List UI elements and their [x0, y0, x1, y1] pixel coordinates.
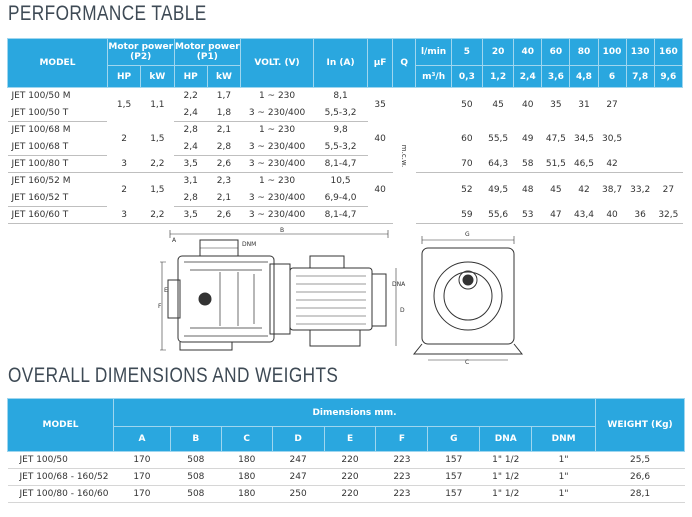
dims-value: 223: [376, 452, 428, 469]
perf-p1-kw: 2,3: [216, 176, 232, 187]
perf-p2-kw: 1,5: [150, 184, 165, 195]
perf-spacer: [416, 173, 451, 207]
perf-head-value: 27: [662, 184, 675, 195]
perf-head-value: 55,5: [488, 133, 509, 144]
perf-head-value: [626, 122, 654, 156]
perf-model: JET 100/80 T: [8, 156, 108, 173]
perf-head-value: 53: [514, 207, 542, 224]
header-p2-kw: kW: [141, 66, 174, 88]
perf-head-value: 52: [461, 184, 473, 195]
dims-value: 250: [272, 486, 324, 503]
perf-spacer: [416, 122, 451, 156]
perf-spacer: [416, 156, 451, 173]
label-dna: DNA: [392, 281, 406, 288]
perf-row: [8, 173, 683, 190]
flow-m3h: 2,4: [514, 66, 542, 88]
dims-value: 1" 1/2: [480, 469, 532, 486]
header-in: In (A): [313, 39, 367, 88]
perf-p1-hp: 3,1: [183, 176, 198, 187]
dims-value: 220: [324, 486, 376, 503]
pump-body: [178, 256, 274, 342]
perf-head-value: 30,5: [602, 133, 623, 144]
flow-m3h: 7,8: [626, 66, 654, 88]
perf-head-value: 34,5: [573, 133, 594, 144]
head-unit-label: [393, 88, 416, 224]
perf-row: [8, 88, 683, 105]
perf-volt: 3 ~ 230/400: [241, 105, 314, 122]
header-p2-hp: HP: [107, 66, 140, 88]
perf-head-value: [626, 156, 654, 173]
perf-uf: [368, 156, 393, 173]
perf-volt: 1 ~ 230: [258, 125, 296, 136]
dim-b-line: [170, 230, 388, 238]
perf-head-value: 45: [492, 99, 504, 110]
label-d: D: [400, 307, 405, 314]
perf-volt: 1 ~ 230: [258, 91, 296, 102]
perf-p1-kw: 2,6: [207, 156, 240, 173]
perf-head-value: 49: [522, 133, 534, 144]
dims-col-header: C: [221, 427, 272, 452]
perf-spacer: [416, 207, 451, 224]
motor-body: [290, 268, 372, 330]
perf-head-value: 47: [542, 207, 570, 224]
perf-model: JET 100/68 M: [11, 125, 71, 136]
perf-p2-kw: 2,2: [141, 156, 174, 173]
dimensions-title: OVERALL DIMENSIONS AND WEIGHTS: [8, 364, 339, 387]
perf-model: JET 160/60 T: [8, 207, 108, 224]
perf-head-value: 51,5: [542, 156, 570, 173]
perf-head-value: 45: [550, 184, 562, 195]
dims-value: 247: [272, 452, 324, 469]
perf-p1-kw: 1,7: [216, 91, 232, 102]
label-c: C: [465, 359, 470, 366]
dims-row: [8, 486, 685, 503]
perf-volt: 3 ~ 230/400: [241, 156, 314, 173]
dims-value: 508: [170, 469, 221, 486]
perf-volt: 1 ~ 230: [258, 176, 296, 187]
perf-p1-hp: 3,5: [174, 207, 207, 224]
perf-uf: 40: [374, 184, 386, 195]
header-q: Q: [393, 39, 416, 88]
flow-lmin: 80: [570, 39, 598, 66]
perf-head-value: 48: [522, 184, 534, 195]
flow-lmin: 60: [542, 39, 570, 66]
perf-uf: 40: [374, 133, 386, 144]
perf-p1-kw: 2,8: [207, 139, 240, 156]
perf-head-value: 60: [461, 133, 473, 144]
dimensions-table: [7, 398, 685, 503]
flow-m3h: 4,8: [570, 66, 598, 88]
perf-head-value: 47,5: [545, 133, 566, 144]
perf-amp: 8,1-4,7: [313, 156, 367, 173]
header-motor-p1: Motor power (P1): [174, 39, 241, 66]
header-lmin: l/min: [416, 39, 451, 66]
dims-col-header: G: [428, 427, 480, 452]
header-volt: VOLT. (V): [241, 39, 314, 88]
dims-value: 220: [324, 452, 376, 469]
dims-value: 157: [428, 452, 480, 469]
perf-head-value: 64,3: [483, 156, 514, 173]
perf-volt: 3 ~ 230/400: [241, 190, 314, 207]
perf-p2-hp: 1,5: [116, 99, 132, 110]
perf-head-value: 31: [578, 99, 590, 110]
perf-head-value: 27: [606, 99, 618, 110]
perf-head-value: 38,7: [602, 184, 623, 195]
pump-bolt: [199, 293, 211, 305]
perf-head-value: 42: [578, 184, 590, 195]
perf-amp: 8,1: [333, 91, 348, 102]
perf-head-value: [654, 88, 682, 122]
flow-lmin: 160: [654, 39, 682, 66]
dims-value: 157: [428, 486, 480, 503]
label-f: F: [158, 303, 162, 310]
label-dnm: DNM: [242, 241, 257, 248]
dims-weight: 28,1: [596, 486, 685, 503]
flow-lmin: 40: [514, 39, 542, 66]
dims-value: 180: [221, 469, 272, 486]
perf-head-value: 35: [550, 99, 562, 110]
perf-p2-kw: 2,2: [141, 207, 174, 224]
perf-p1-hp: 2,4: [174, 105, 207, 122]
perf-head-value: 58: [514, 156, 542, 173]
dims-row: [8, 469, 685, 486]
perf-head-value: 32,5: [654, 207, 682, 224]
dims-value: 157: [428, 469, 480, 486]
perf-amp: 8,1-4,7: [313, 207, 367, 224]
dims-value: 1": [532, 486, 596, 503]
dims-row: [8, 452, 685, 469]
perf-spacer: [416, 88, 451, 122]
head-unit-text: m.c.w.: [400, 144, 409, 167]
flow-lmin: 5: [451, 39, 482, 66]
dims-value: 508: [170, 452, 221, 469]
dims-value: 1" 1/2: [480, 452, 532, 469]
terminal-box: [310, 256, 344, 268]
flow-m3h: 3,6: [542, 66, 570, 88]
label-b: B: [280, 227, 285, 234]
perf-p2-hp: 3: [107, 207, 140, 224]
perf-p1-hp: 2,8: [183, 125, 198, 136]
dims-value: 170: [113, 469, 170, 486]
dims-value: 180: [221, 452, 272, 469]
perf-amp: 9,8: [333, 125, 348, 136]
flow-m3h: 1,2: [483, 66, 514, 88]
perf-uf: [368, 207, 393, 224]
perf-p1-kw: 1,8: [207, 105, 240, 122]
header-m3h: m³/h: [416, 66, 451, 88]
dims-value: 508: [170, 486, 221, 503]
perf-head-value: 36: [626, 207, 654, 224]
dims-value: 247: [272, 469, 324, 486]
dims-col-header: D: [272, 427, 324, 452]
perf-p1-hp: 2,2: [183, 91, 198, 102]
dims-value: 223: [376, 486, 428, 503]
label-e: E: [164, 287, 168, 294]
header-p1-hp: HP: [174, 66, 207, 88]
flow-m3h: 9,6: [654, 66, 682, 88]
perf-amp: 5,5-3,2: [313, 139, 367, 156]
pump-dimension-drawing: [160, 222, 520, 364]
perf-p1-hp: 3,5: [174, 156, 207, 173]
dims-col-header: DNM: [532, 427, 596, 452]
perf-head-value: 59: [451, 207, 482, 224]
perf-row: [8, 207, 683, 224]
perf-amp: 10,5: [330, 176, 351, 187]
perf-row: [8, 122, 683, 139]
header-motor-p2: Motor power (P2): [107, 39, 174, 66]
perf-p2-hp: 2: [121, 184, 127, 195]
dims-value: 220: [324, 469, 376, 486]
flow-m3h: 0,3: [451, 66, 482, 88]
perf-model: JET 100/68 T: [8, 139, 108, 156]
perf-amp: 5,5-3,2: [313, 105, 367, 122]
dims-col-header: E: [324, 427, 376, 452]
perf-p2-kw: 1,1: [150, 99, 165, 110]
perf-row: [8, 156, 683, 173]
dims-model: JET 100/80 - 160/60: [8, 486, 114, 503]
dims-value: 1": [532, 452, 596, 469]
dims-model: JET 100/50: [8, 452, 114, 469]
perf-uf: 35: [374, 99, 386, 110]
perf-model: JET 160/52 T: [8, 190, 108, 207]
dims-col-header: A: [113, 427, 170, 452]
performance-title: PERFORMANCE TABLE: [8, 2, 207, 25]
perf-head-value: 40: [598, 207, 626, 224]
perf-head-value: [654, 156, 682, 173]
header-p1-kw: kW: [207, 66, 240, 88]
perf-volt: 3 ~ 230/400: [241, 207, 314, 224]
flow-lmin: 130: [626, 39, 654, 66]
perf-head-value: 70: [451, 156, 482, 173]
perf-p1-kw: 2,6: [207, 207, 240, 224]
header-uf: µF: [368, 39, 393, 88]
perf-head-value: 40: [522, 99, 534, 110]
perf-head-value: 33,2: [630, 184, 651, 195]
dims-header-model: MODEL: [8, 399, 114, 452]
dimensions-body: [8, 452, 685, 503]
dims-header-weight: WEIGHT (Kg): [596, 399, 685, 452]
dims-col-header: B: [170, 427, 221, 452]
perf-head-value: 50: [461, 99, 473, 110]
label-g: G: [465, 231, 470, 238]
perf-volt: 3 ~ 230/400: [241, 139, 314, 156]
dims-value: 1": [532, 469, 596, 486]
header-model: MODEL: [8, 39, 108, 88]
perf-model: JET 100/50 T: [8, 105, 108, 122]
perf-head-value: 42: [598, 156, 626, 173]
dims-value: 170: [113, 486, 170, 503]
label-a: A: [172, 237, 177, 244]
perf-head-value: [654, 122, 682, 156]
dims-weight: 26,6: [596, 469, 685, 486]
perf-head-value: 49,5: [488, 184, 509, 195]
flow-m3h: 6: [598, 66, 626, 88]
dims-value: 223: [376, 469, 428, 486]
perf-p2-hp: 2: [121, 133, 127, 144]
dims-value: 1" 1/2: [480, 486, 532, 503]
perf-p1-kw: 2,1: [207, 190, 240, 207]
perf-p1-hp: 2,8: [174, 190, 207, 207]
dims-col-header: DNA: [480, 427, 532, 452]
dims-value: 180: [221, 486, 272, 503]
flow-lmin: 20: [483, 39, 514, 66]
dims-value: 170: [113, 452, 170, 469]
perf-model: JET 160/52 M: [11, 176, 71, 187]
dims-model: JET 100/68 - 160/52: [8, 469, 114, 486]
perf-amp: 6,9-4,0: [313, 190, 367, 207]
perf-p2-kw: 1,5: [150, 133, 165, 144]
dims-weight: 25,5: [596, 452, 685, 469]
dims-header-group: Dimensions mm.: [113, 399, 595, 427]
performance-table: [7, 38, 683, 224]
perf-head-value: 43,4: [570, 207, 598, 224]
perf-model: JET 100/50 M: [11, 91, 71, 102]
perf-head-value: 55,6: [483, 207, 514, 224]
perf-p1-kw: 2,1: [216, 125, 232, 136]
performance-body: [8, 88, 683, 224]
perf-head-value: [626, 88, 654, 122]
perf-p2-hp: 3: [107, 156, 140, 173]
flow-lmin: 100: [598, 39, 626, 66]
perf-head-value: 46,5: [570, 156, 598, 173]
perf-p1-hp: 2,4: [174, 139, 207, 156]
dims-col-header: F: [376, 427, 428, 452]
